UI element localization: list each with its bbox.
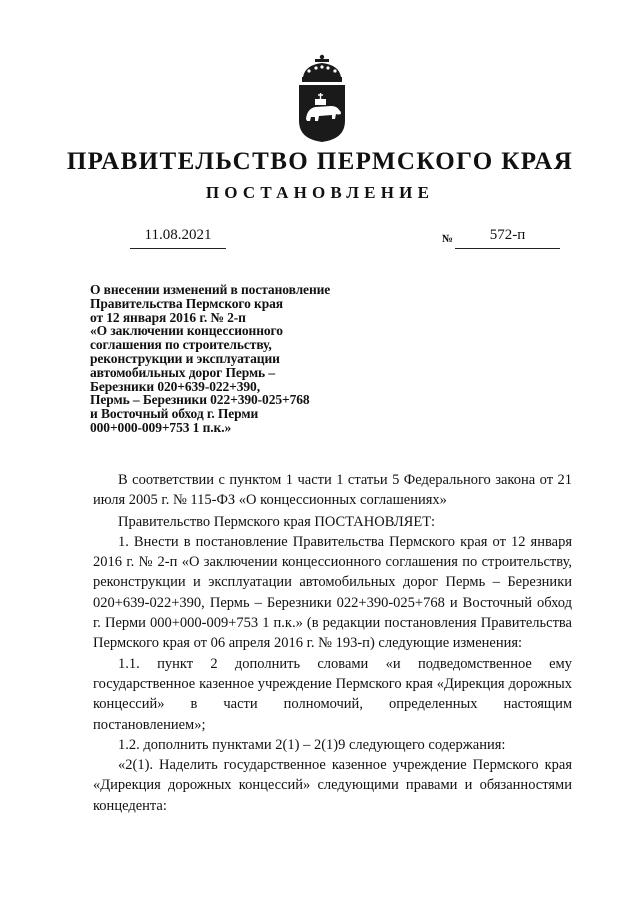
document-date: 11.08.2021 <box>130 224 226 249</box>
subject-line: реконструкции и эксплуатации <box>90 350 280 366</box>
coat-of-arms-emblem <box>297 53 347 143</box>
subject-line: от 12 января 2016 г. № 2-п <box>90 309 246 325</box>
document-number-label: № <box>442 233 454 245</box>
subject-line: соглашения по строительству, <box>90 337 272 353</box>
subject-line: Правительства Пермского края <box>90 295 283 311</box>
body-paragraph: В соответствии с пунктом 1 части 1 статьи 5 Федерального закона от 21 июля 2005 г. № 115-ФЗ «О концессионных соглашениях» <box>93 472 572 509</box>
subject-line: Пермь – Березники 022+390-025+768 <box>90 392 310 408</box>
document-type: ПОСТАНОВЛЕНИЕ <box>205 183 435 202</box>
document-subject <box>90 283 370 435</box>
body-paragraph: Правительство Пермского края ПОСТАНОВЛЯЕТ: <box>118 513 436 530</box>
subject-line: О внесении изменений в постановление <box>90 282 331 297</box>
subject-line: Березники 020+639-022+390, <box>90 378 260 394</box>
body-paragraph: 1.1. пункт 2 дополнить словами «и подведомственное ему государственное казенное учреждение Пермского края «Дирекция дорожных концессий» в части полномочий, определенных настоящим постановлением»; <box>93 655 572 733</box>
body-paragraph: 1.2. дополнить пунктами 2(1) – 2(1)9 следующего содержания: <box>118 736 506 753</box>
government-title: ПРАВИТЕЛЬСТВО ПЕРМСКОГО КРАЯ <box>66 148 574 175</box>
body-paragraph: 1. Внести в постановление Правительства Пермского края от 12 января 2016 г. № 2-п «О заключении концессионного соглашения по строительству, реконструкции и эксплуатации автомобильных дорог Пермь – Березники 020+639-022+390, Пермь – Березники 022+390-025+768 и Восточный обход г. Перми 000+000-009+753 1 п.к.» (в редакции постановления Правительства Пермского края от 06 апреля 2016 г. № 193-п) следующие изменения: <box>93 533 572 652</box>
document-number: 572-п <box>455 224 560 249</box>
body-paragraph: «2(1). Наделить государственное казенное учреждение Пермского края «Дирекция дорожных концессий» следующими правами и обязанностями концедента: <box>93 757 572 814</box>
shield-icon <box>299 85 345 142</box>
crown-icon <box>302 55 342 82</box>
subject-line: 000+000-009+753 1 п.к.» <box>90 419 232 435</box>
document-body <box>93 470 572 816</box>
subject-line: «О заключении концессионного <box>90 323 283 339</box>
subject-line: и Восточный обход г. Перми <box>90 406 259 422</box>
subject-line: автомобильных дорог Пермь – <box>90 364 276 380</box>
